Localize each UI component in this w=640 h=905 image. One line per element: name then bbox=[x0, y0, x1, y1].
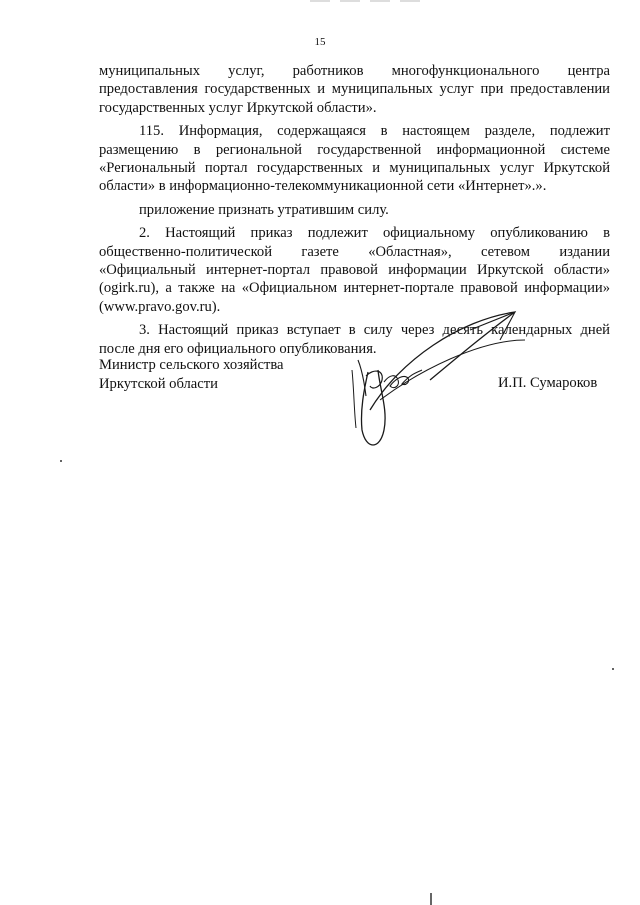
text-line: муниципальных услуг, работников многофункционального центра bbox=[99, 63, 610, 79]
text-line: (www.pravo.gov.ru). bbox=[99, 298, 221, 315]
text-line: 115. Информация, содержащаяся в настоящем разделе, подлежит bbox=[139, 123, 610, 140]
text-line: 2. Настоящий приказ подлежит официальному опубликованию в bbox=[139, 225, 610, 242]
text-line: «Региональный портал государственных и муниципальных услуг Иркутской bbox=[99, 160, 610, 177]
text-line: размещению в региональной государственной информационной системе bbox=[99, 141, 610, 158]
signer-name: И.П. Сумароков bbox=[498, 375, 598, 391]
text-line: после дня его официального опубликования. bbox=[99, 340, 377, 357]
scan-speck bbox=[60, 460, 62, 462]
paragraph-3 bbox=[99, 201, 610, 219]
paragraph-1 bbox=[99, 62, 610, 117]
signer-region-line: Иркутской области bbox=[99, 376, 218, 392]
scan-edge-mark bbox=[310, 0, 430, 4]
text-line: 3. Настоящий приказ вступает в силу через десять календарных дней bbox=[139, 322, 610, 339]
text-line: государственных услуг Иркутской области». bbox=[99, 99, 377, 116]
text-line: приложение признать утратившим силу. bbox=[139, 201, 389, 218]
scan-speck bbox=[612, 668, 614, 670]
signer-title-line: Министр сельского хозяйства bbox=[99, 357, 284, 373]
text-line: общественно-политической газете «Областная», сетевом издании bbox=[99, 243, 610, 260]
text-line: предоставления государственных и муниципальных услуг при предоставлении bbox=[99, 81, 610, 98]
signer-position bbox=[99, 356, 359, 394]
paragraph-2 bbox=[99, 122, 610, 196]
scan-edge-mark bbox=[430, 893, 432, 905]
text-line: «Официальный интернет-портал правовой информации Иркутской области» bbox=[99, 262, 610, 279]
text-line: (ogirk.ru), а также на «Официальном интернет-портале правовой информации» bbox=[99, 280, 610, 297]
text-line: области» в информационно-телекоммуникационной сети «Интернет».». bbox=[99, 178, 547, 195]
page-number: 15 bbox=[314, 36, 326, 48]
